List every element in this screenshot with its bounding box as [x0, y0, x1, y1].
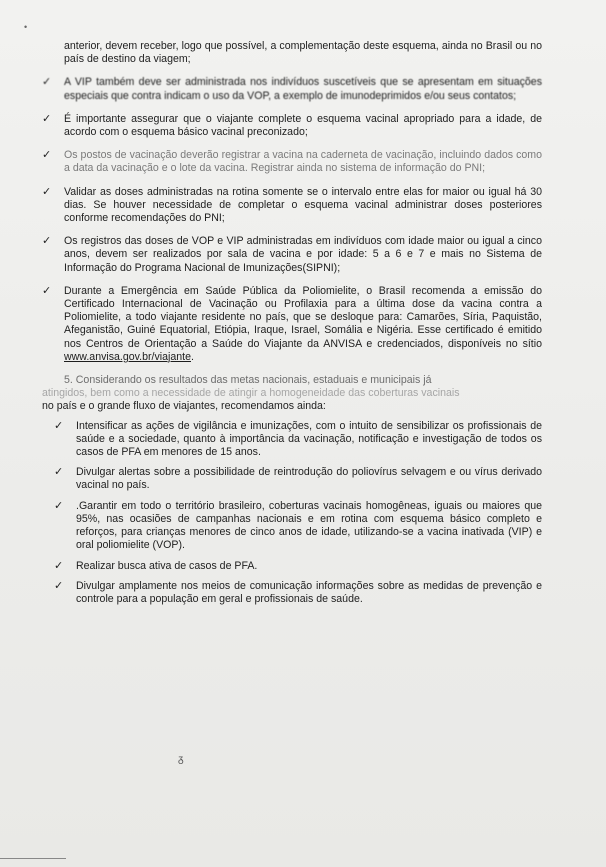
recommendation-item — [42, 580, 542, 606]
recommendation-item — [42, 560, 542, 573]
check-icon: ✓ — [54, 466, 64, 479]
footer-divider — [0, 858, 66, 859]
recommendation-item — [42, 466, 542, 492]
list-item-text: Validar as doses administradas na rotina somente se o intervalo entre elas for maior ou igual há 30 dias. Se houver necessidade de completar o esquema vacinal administrar doses posteriores conforme recomendações do PNI; — [64, 185, 542, 225]
check-icon: ✓ — [54, 579, 64, 592]
recommendation-text: Intensificar as ações de vigilância e imunizações, com o intuito de sensibilizar os profissionais de saúde e a sociedade, quanto à importância da vacinação, notificação e investigação de todos os casos de PFA em menores de 15 anos. — [76, 419, 542, 459]
list-item-emergencia — [42, 285, 542, 364]
list-item-viajante — [42, 113, 542, 139]
recommendation-text: .Garantir em todo o território brasileiro, coberturas vacinais homogêneas, iguais ou maiores que 95%, nas ocasiões de campanhas nacionais e em rotina com esquema básico completo e reforços, para crianças menores de cinco anos de idade, utilizando-se a vacina inativada (VIP) e oral poliomielite (VOP). — [76, 499, 542, 552]
paragraph-5-line-3: no país e o grande fluxo de viajantes, recomendamos ainda: — [42, 400, 326, 413]
check-icon: ✓ — [42, 284, 52, 297]
check-icon: ✓ — [42, 76, 52, 89]
recommendation-item — [42, 420, 542, 460]
anvisa-link[interactable]: www.anvisa.gov.br/viajante — [64, 350, 191, 363]
page-mark-dot: • — [24, 22, 28, 32]
list-item-text: Os registros das doses de VOP e VIP administradas em indivíduos com idade maior ou igual a cinco anos, devem ser realizados por sala de vacina e por idade: 5 a 6 e 7 e mais no Sistema de Informação do Programa Nacional de Imunizações(SIPNI); — [64, 235, 542, 274]
page-mark-scribble: ᵹ — [178, 754, 184, 765]
list-item-validar — [42, 186, 542, 226]
check-icon: ✓ — [42, 235, 52, 248]
paragraph-5-line-1: 5. Considerando os resultados das metas nacionais, estaduais e municipais já — [64, 374, 432, 387]
paragraph-5 — [42, 374, 542, 414]
list-item-text: Os postos de vacinação deverão registrar a vacina na caderneta de vacinação, incluindo dados como a data da vacinação e o lote da vacina. Registrar ainda no sistema de informação do PNI; — [64, 149, 542, 175]
list-item-registros — [42, 235, 542, 275]
check-icon: ✓ — [54, 559, 64, 572]
list-item-text: Durante a Emergência em Saúde Pública da Poliomielite, o Brasil recomenda a emissão do Certificado Internacional de Vacinação ou Profilaxia para a última dose da vacina contra a Poliomielite, a todo viajante residente no país, que se desloque para: Camarões, Síria, Paquistão, Afeganistão, Guiné Equatorial, Etiópia, Iraque, Israel, Somália e Nigéria. Esse certificado é emitido nos Centros de Orientação a Saúde do Viajante da ANVISA e credenciados, disponíveis no sítio — [64, 284, 542, 350]
list-item-postos — [42, 149, 542, 175]
recommendation-text: Realizar busca ativa de casos de PFA. — [76, 559, 258, 572]
check-icon: ✓ — [42, 149, 52, 162]
paragraph-continuation — [64, 40, 542, 66]
list-item-text: A VIP também deve ser administrada nos indivíduos suscetíveis que se apresentam em situações especiais que contra indicam o uso da VOP, a exemplo de imunodeprimidos e/ou seus contatos; — [64, 76, 542, 102]
recommendation-text: Divulgar alertas sobre a possibilidade de reintrodução do poliovírus selvagem e ou vírus derivado vacinal no país. — [76, 466, 542, 492]
list-item-vip — [42, 76, 542, 102]
list-item-end: . — [191, 350, 194, 363]
recommendation-item — [42, 500, 542, 553]
paragraph-continuation-text: anterior, devem receber, logo que possível, a complementação deste esquema, ainda no Brasil ou no país de destino da viagem; — [64, 40, 542, 66]
check-icon: ✓ — [54, 499, 64, 512]
recommendation-text: Divulgar amplamente nos meios de comunicação informações sobre as medidas de prevenção e controle para a população em geral e profissionais de saúde. — [76, 579, 542, 605]
check-icon: ✓ — [54, 419, 64, 432]
check-icon: ✓ — [42, 185, 52, 198]
document-body — [42, 40, 542, 613]
check-icon: ✓ — [42, 112, 52, 125]
list-item-text: É importante assegurar que o viajante complete o esquema vacinal apropriado para a idade, de acordo com o esquema básico vacinal preconizado; — [64, 112, 542, 139]
paragraph-5-line-2: atingidos, bem como a necessidade de atingir a homogeneidade das coberturas vacinais — [42, 387, 460, 400]
